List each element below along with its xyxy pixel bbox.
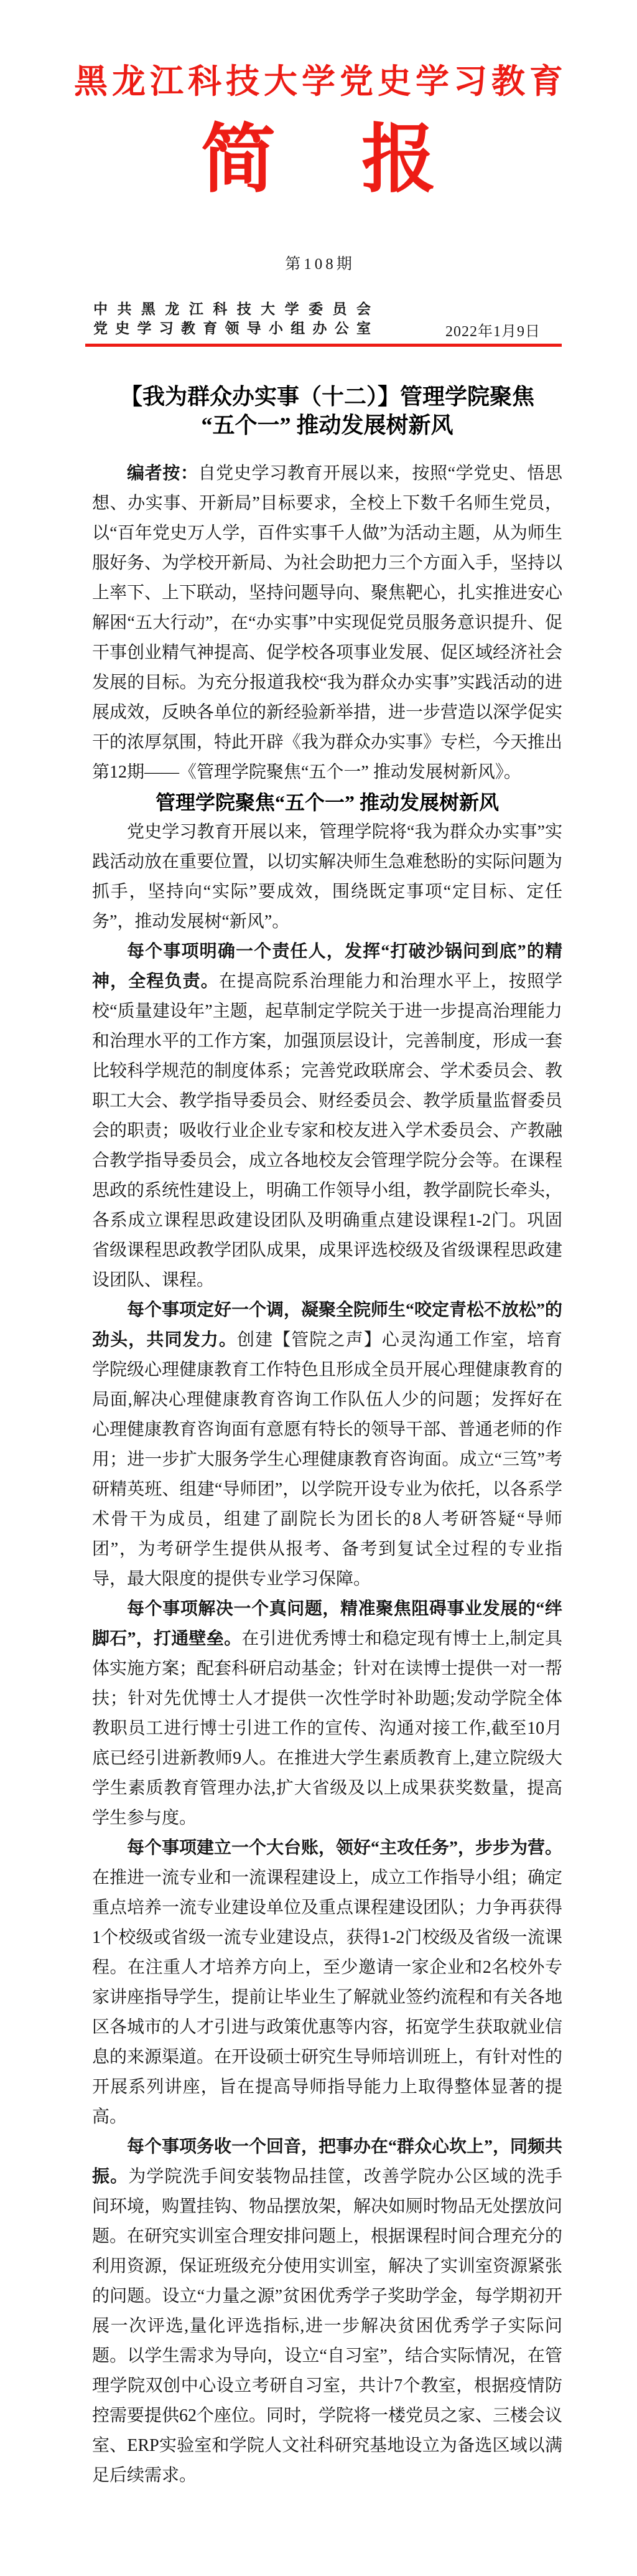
- body-paragraph: [92, 1295, 562, 1594]
- body-paragraph: [92, 1594, 562, 1833]
- paragraph-lead: 每个事项解决一个真问题，精准聚焦阻碍事业发展的“绊脚石”，打通壁垒。: [92, 1599, 562, 1648]
- issue-date: 2022年1月9日: [445, 324, 541, 340]
- paragraph-lead: 每个事项建立一个大台账，领好“主攻任务”，步步为营。: [127, 1838, 563, 1858]
- paragraph-text: 为学院洗手间安装物品挂筐，改善学院办公区域的洗手间环境，购置挂钩、物品摆放架，解决如厕时物品无处摆放问题。在研究实训室合理安排问题上，根据课程时间合理充分的利用资源，保证班级充分使用实训室，解决了实训室资源紧张的问题。设立“力量之源”贫困优秀学子奖助学金，每学期初开展一次评选,量化评选指标,进一步解决贫困优秀学子实际问题。以学生需求为导向，设立“自习室”，结合实际情况，在管理学院双创中心设立考研自习室，共计7个教室，根据疫情防控需要提供62个座位。同时，学院将一楼党员之家、三楼会议室、ERP实验室和学院人文社科研究基地设立为备选区域以满足后续需求。: [92, 2167, 563, 2485]
- editors-note-paragraph: [92, 459, 562, 787]
- paragraph-text: 党史学习教育开展以来，管理学院将“我为群众办实事”实践活动放在重要位置，以切实解决师生急难愁盼的实际问题为抓手，坚持向“实际”要成效，围绕既定事项“定目标、定任务”，推动发展树“新风”。: [92, 822, 563, 931]
- bulletin-title: [0, 120, 637, 200]
- paragraph-lead: 每个事项务收一个回音，把事办在“群众心坎上”，同频共振。: [92, 2137, 563, 2186]
- issuing-org-line1: 中共黑龙江科技大学委员会: [93, 301, 371, 317]
- article-body: [92, 459, 562, 2491]
- paragraph-text: 创建【管院之声】心灵沟通工作室，培育学院级心理健康教育工作特色且形成全员开展心理健康教育的局面,解决心理健康教育咨询工作队伍人少的问题；发挥好在心理健康教育咨询面有意愿有特长的领导干部、普通老师的作用；进一步扩大服务学生心理健康教育咨询面。成立“三笃”考研精英班、组建“导师团”，以学院开设专业为依托，以各系学术骨干为成员，组建了副院长为团长的8人考研答疑“导师团”，为考研学生提供从报考、备考到复试全过程的专业指导，最大限度的提供专业学习保障。: [92, 1330, 563, 1589]
- editors-note-label: 编者按：: [127, 464, 198, 483]
- paragraph-text: 在推进一流专业和一流课程建设上，成立工作指导小组；确定重点培养一流专业建设单位及重点课程建设团队；力争再获得1个校级或省级一流专业建设点，获得1-2门校级及省级一流课程。在注重人才培养方向上，至少邀请一家企业和2名校外专家讲座指导学生，提前让毕业生了解就业签约流程和有关各地区各城市的人才引进与政策优惠等内容，拓宽学生获取就业信息的来源渠道。在开设硕士研究生导师培训班上，有针对性的开展系列讲座，旨在提高导师指导能力上取得整体显著的提高。: [92, 1868, 563, 2127]
- paragraph-lead: 每个事项明确一个责任人，发挥“打破沙锅问到底”的精神，全程负责。: [92, 942, 562, 991]
- issue-number: 第108期: [285, 256, 355, 273]
- body-paragraph: [92, 817, 562, 937]
- article-title-line1: 【我为群众办实事（十二）】管理学院聚焦: [119, 384, 534, 410]
- issuing-org-block: [93, 299, 371, 338]
- body-paragraph: [92, 937, 562, 1295]
- editors-note-text: 自党史学习教育开展以来，按照“学党史、悟思想、办实事、开新局”目标要求，全校上下数千名师生党员，以“百年党史万人学，百件实事千人做”为活动主题，从为师生服好务、为学校开新局、为社会助把力三个方面入手，坚持以上率下、上下联动，坚持问题导向、聚焦靶心，扎实推进安心解困“五大行动”，在“办实事”中实现促党员服务意识提升、促干事创业精气神提高、促学校各项事业发展、促区域经济社会发展的目标。为充分报道我校“我为群众办实事”实践活动的进展成效，反映各单位的新经验新举措，进一步营造以深学促实干的浓厚氛围，特此开辟《我为群众办实事》专栏，今天推出第12期——《管理学院聚焦“五个一” 推动发展树新风》。: [92, 464, 563, 782]
- paragraph-text: 在引进优秀博士和稳定现有博士上,制定具体实施方案；配套科研启动基金；针对在读博士提供一对一帮扶；针对先优博士人才提供一次性学时补助题;发动学院全体教职员工进行博士引进工作的宣传、沟通对接工作,截至10月底已经引进新教师9人。在推进大学生素质教育上,建立院级大学生素质教育管理办法,扩大省级及以上成果获奖数量，提高学生参与度。: [92, 1629, 563, 1828]
- red-divider-rule: [85, 344, 562, 347]
- bulletin-title-char: 简: [201, 118, 276, 201]
- paragraph-text: 在提高院系治理能力和治理水平上，按照学校“质量建设年”主题，起草制定学院关于进一步提高治理能力和治理水平的工作方案，加强顶层设计，完善制度，形成一套比较科学规范的制度体系；完善党政联席会、学术委员会、教职工大会、教学指导委员会、财经委员会、教学质量监督委员会的职责；吸收行业企业专家和校友进入学术委员会、产教融合教学指导委员会，成立各地校友会管理学院分会等。在课程思政的系统性建设上，明确工作领导小组，教学副院长牵头，各系成立课程思政建设团队及明确重点建设课程1-2门。巩固省级课程思政教学团队成果，成果评选校级及省级课程思政建设团队、课程。: [92, 972, 563, 1290]
- issuing-org-line2: 党史学习教育领导小组办公室: [93, 320, 371, 336]
- section-heading: 管理学院聚焦“五个一” 推动发展树新风: [155, 791, 499, 814]
- body-paragraph: [92, 1833, 562, 2132]
- article-title-line2: “五个一” 推动发展树新风: [201, 413, 453, 438]
- paragraph-lead: 每个事项定好一个调，凝聚全院师生“咬定青松不放松”的劲头，共同发力。: [92, 1300, 563, 1350]
- article-title: [92, 382, 562, 440]
- bulletin-title-char: 报: [361, 118, 436, 201]
- masthead-org-title: 黑龙江科技大学党史学习教育: [74, 63, 567, 100]
- body-paragraph: [92, 2132, 562, 2491]
